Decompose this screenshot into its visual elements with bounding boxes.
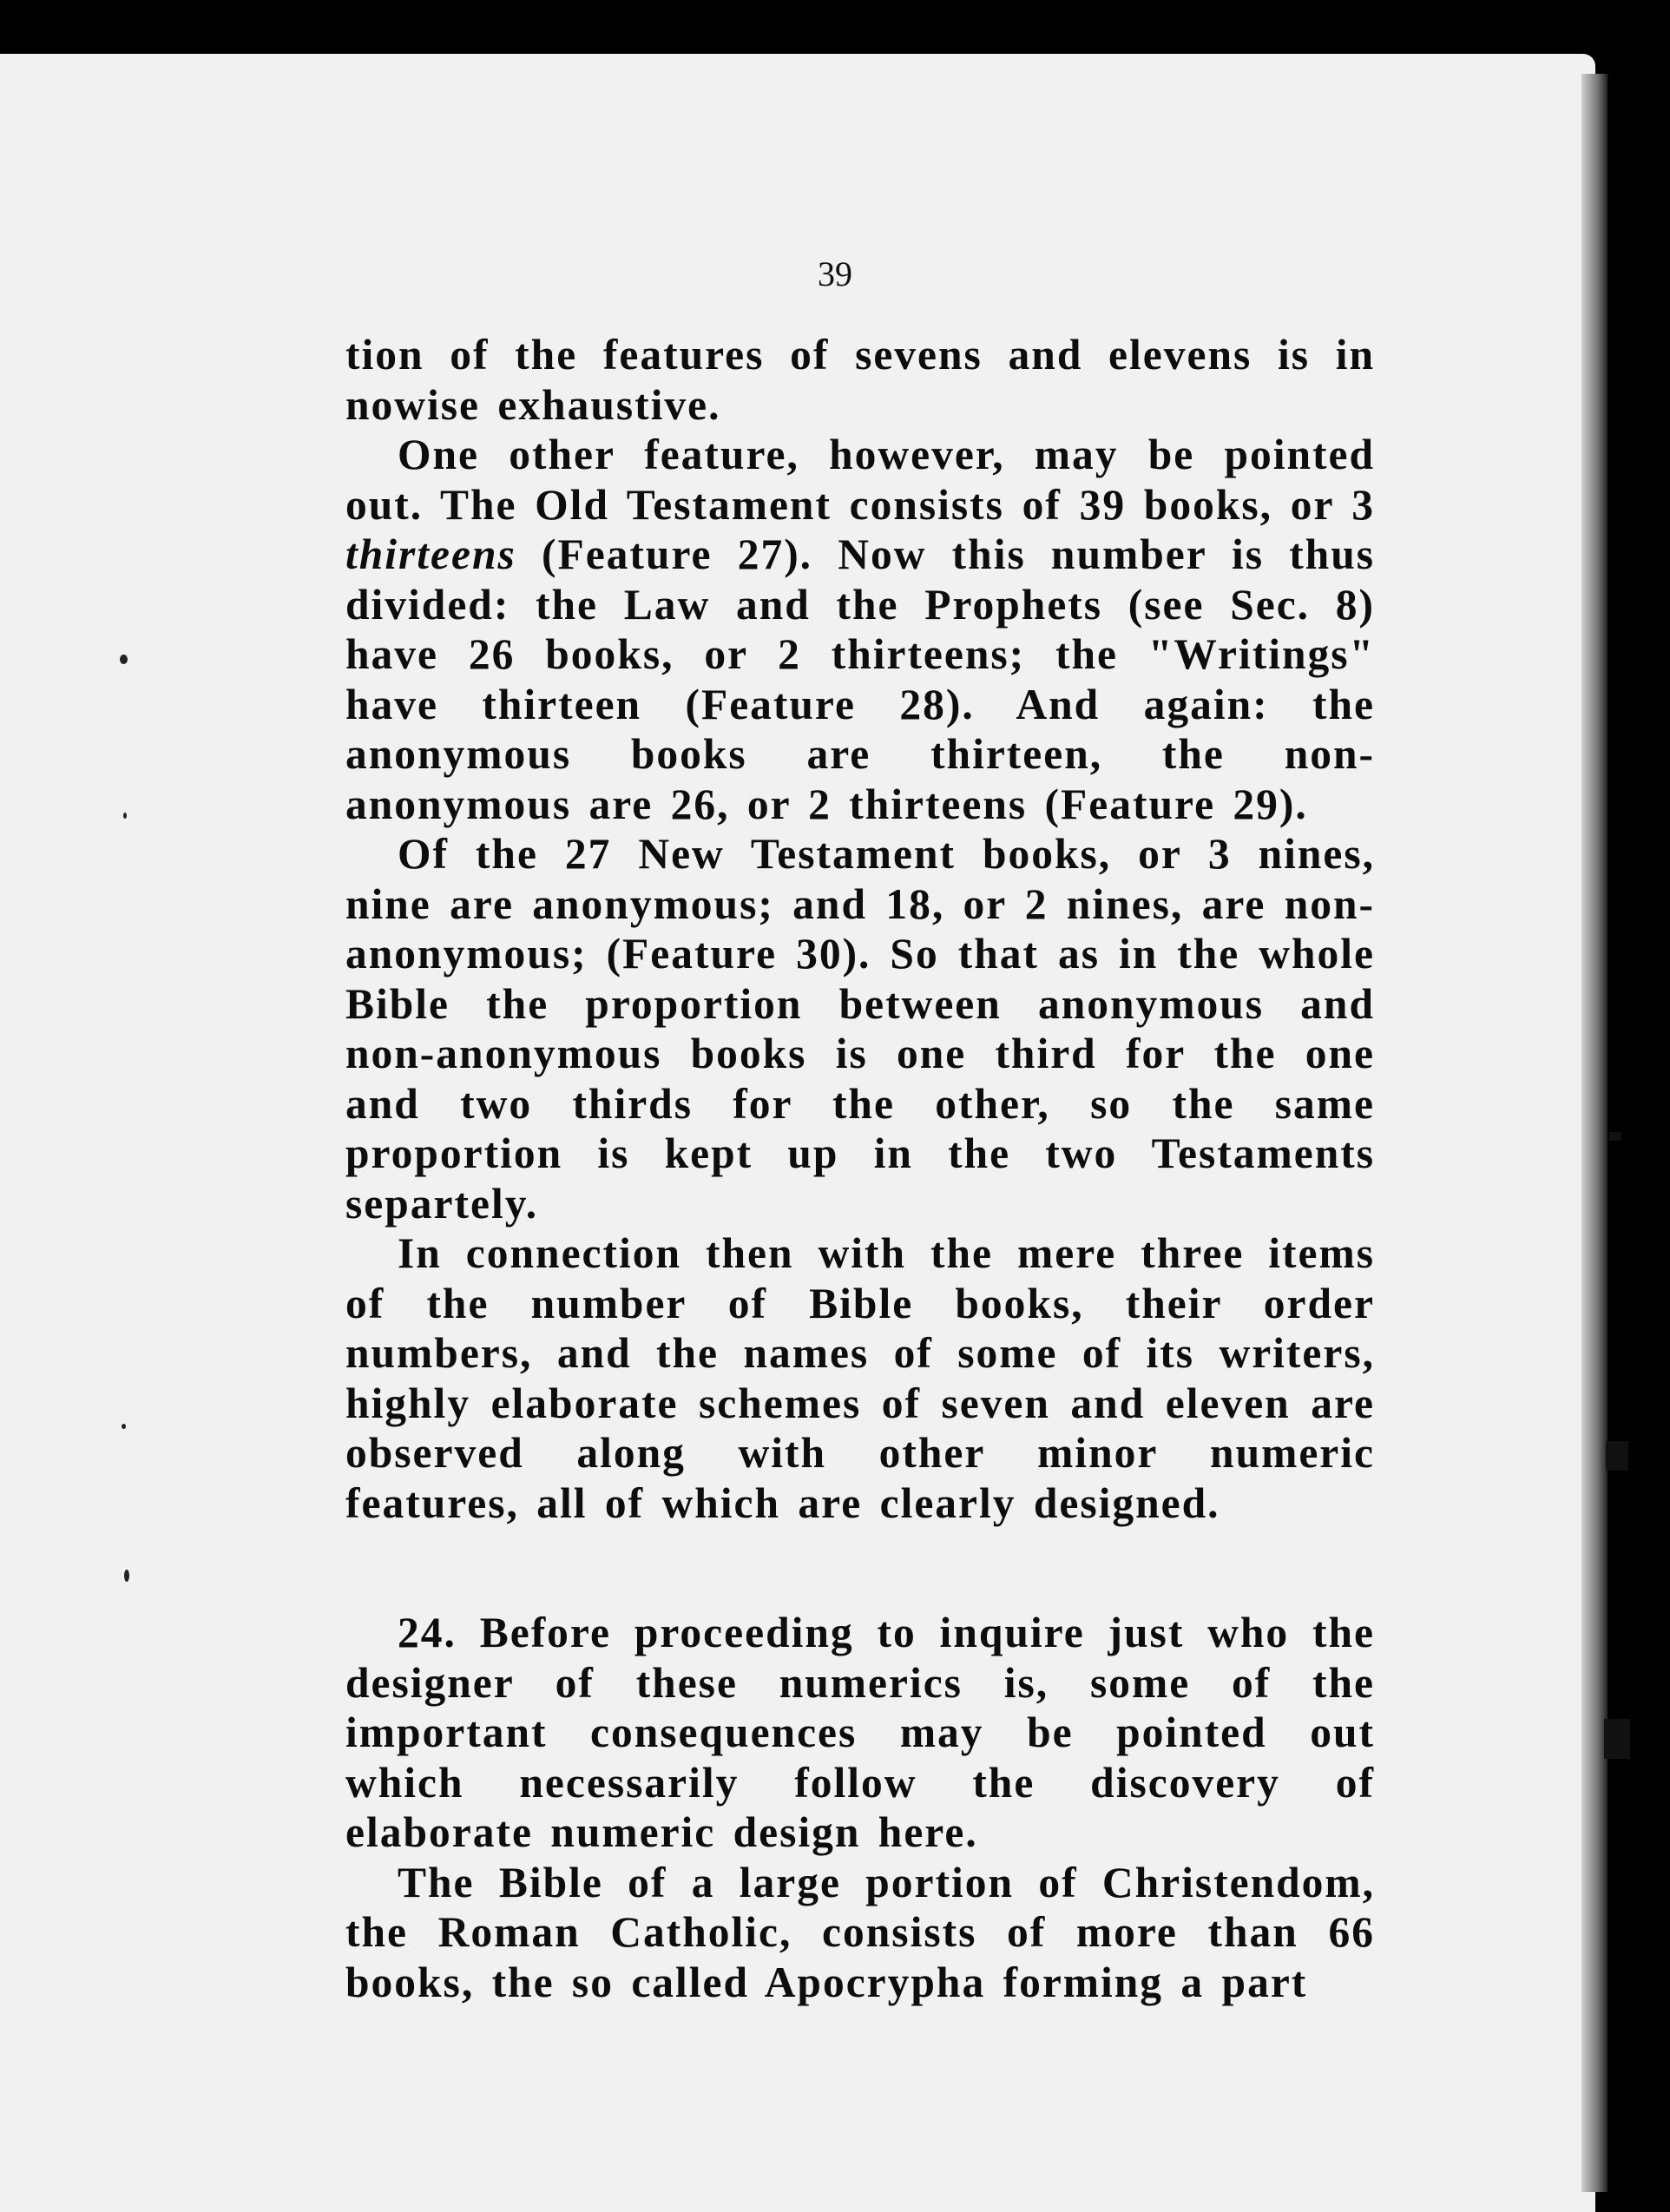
margin-speck <box>123 813 127 819</box>
paragraph-old-testament-before: One other feature, however, may be pointed out. The Old Testament consists of 39 books, or 3 <box>345 431 1375 529</box>
paragraph-continuation: tion of the features of sevens and elevens is in nowise exhaustive. <box>345 331 1375 429</box>
edge-mark <box>1609 1132 1621 1141</box>
margin-speck <box>122 1424 126 1429</box>
paragraph-old-testament-after: (Feature 27). Now this number is thus divided: the Law and the Prophets (see Sec. 8) have 26 books, or 2 thirteens; the "Writings" have thirteen (Feature 28). And again: the anonymous books are thirteen, the non-anonymous are 26, or 2 thirteens (Feature 29). <box>345 530 1375 828</box>
body-text <box>345 330 1375 2007</box>
paragraph-old-testament-emphasis: thirteens <box>345 530 516 578</box>
margin-speck <box>120 655 128 664</box>
paragraph-section-24: 24. Before proceeding to inquire just who the designer of these numerics is, some of the important consequences may be pointed out which necessarily follow the discovery of elaborate numeric design here. <box>345 1609 1375 1856</box>
margin-speck <box>124 1570 129 1582</box>
edge-mark <box>1604 1719 1630 1759</box>
paragraph-catholic-bible: The Bible of a large portion of Christendom, the Roman Catholic, consists of more than 66 books, the so called Apocrypha forming a part <box>345 1858 1375 2006</box>
edge-mark <box>1606 1441 1628 1471</box>
page-number: 39 <box>818 254 852 293</box>
page-edge-shadow <box>1581 74 1608 2192</box>
paragraph-old-testament <box>345 430 1375 829</box>
paragraph-new-testament: Of the 27 New Testament books, or 3 nines, nine are anonymous; and 18, or 2 nines, are non-anonymous; (Feature 30). So that as in the whole Bible the proportion between anonymous and non-anonymous books is one third for the one and two thirds for the other, so the same proportion is kept up in the two Testaments separtely. <box>345 830 1375 1228</box>
paragraph-conclusion: In connection then with the mere three items of the number of Bible books, their order numbers, and the names of some of its writers, highly elaborate schemes of seven and eleven are observed along with other minor numeric features, all of which are clearly designed. <box>345 1229 1375 1527</box>
